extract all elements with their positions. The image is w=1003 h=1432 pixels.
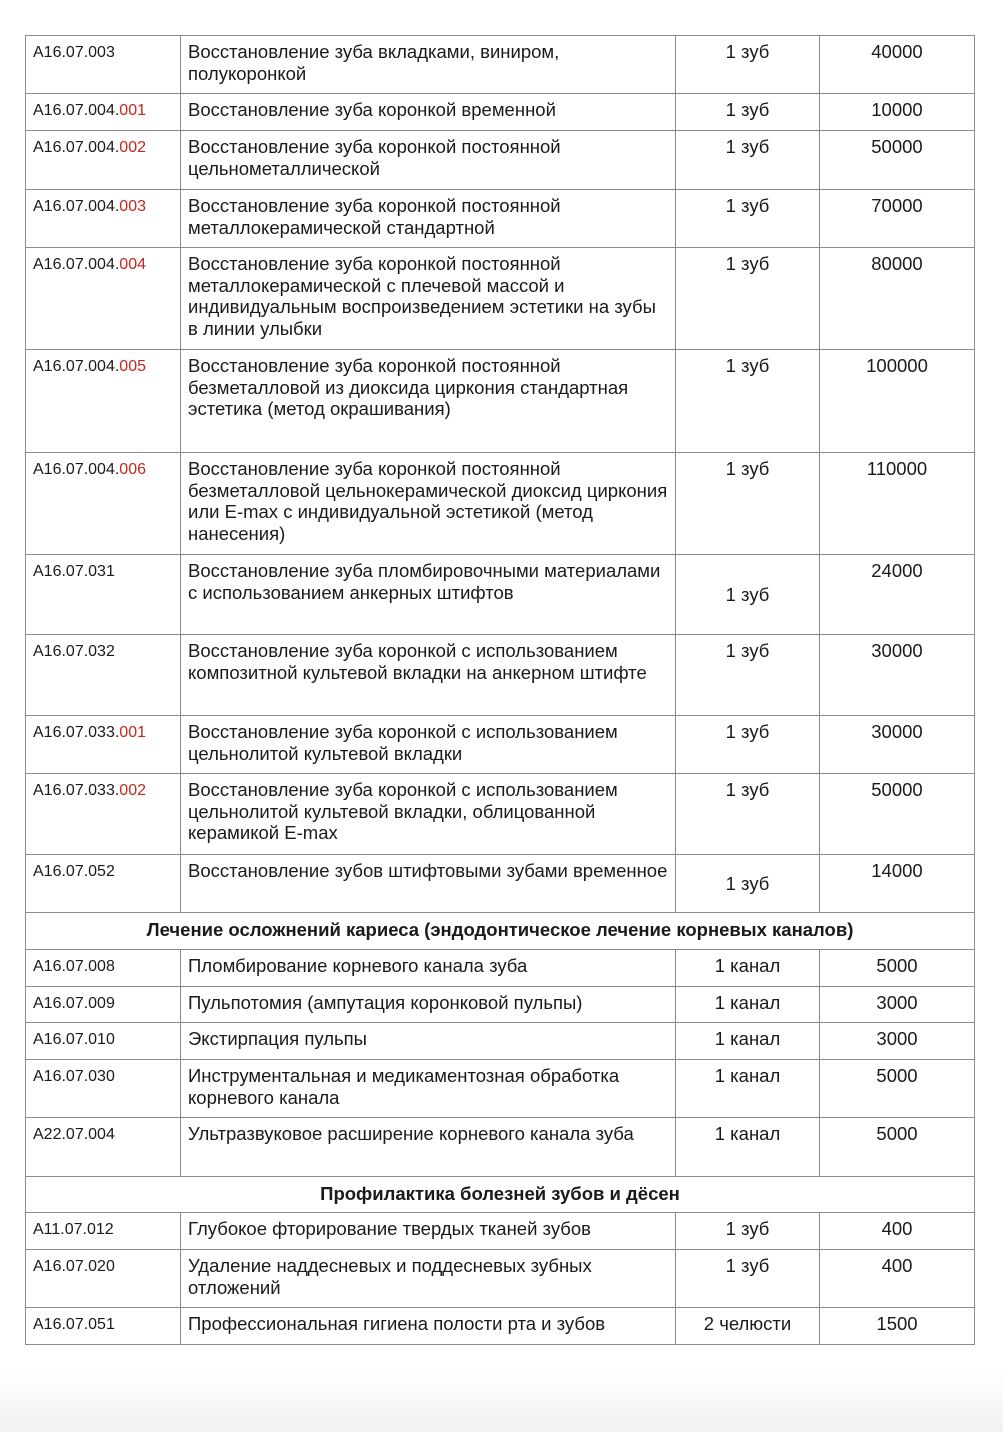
service-code: A16.07.004.	[33, 256, 120, 273]
service-unit: 1 зуб	[676, 350, 820, 453]
service-price: 80000	[820, 248, 975, 350]
service-code: A16.07.004.	[33, 102, 120, 119]
service-code-cell	[26, 716, 181, 774]
service-unit: 1 зуб	[676, 190, 820, 248]
service-code-cell	[26, 94, 181, 131]
service-code-suffix: 005	[119, 358, 146, 375]
service-code-cell	[26, 855, 181, 913]
service-code-cell	[26, 453, 181, 555]
service-price: 5000	[820, 950, 975, 987]
section-header-row	[26, 1177, 975, 1213]
section-header-row	[26, 913, 975, 950]
table-row	[26, 1213, 975, 1250]
service-price: 50000	[820, 774, 975, 855]
service-unit: 1 канал	[676, 1023, 820, 1060]
service-code: A22.07.004	[33, 1126, 115, 1143]
service-price: 14000	[820, 855, 975, 913]
service-code-cell	[26, 1023, 181, 1060]
service-price: 1500	[820, 1308, 975, 1345]
service-name: Инструментальная и медикаментозная обработка корневого канала	[181, 1060, 676, 1118]
service-price: 3000	[820, 1023, 975, 1060]
service-code-cell	[26, 1250, 181, 1308]
service-unit: 1 зуб	[676, 555, 820, 635]
table-row	[26, 774, 975, 855]
service-code-cell	[26, 248, 181, 350]
service-code-cell	[26, 555, 181, 635]
service-code: A16.07.051	[33, 1316, 115, 1333]
service-name: Экстирпация пульпы	[181, 1023, 676, 1060]
table-row	[26, 248, 975, 350]
table-row	[26, 635, 975, 716]
service-unit: 1 канал	[676, 1060, 820, 1118]
service-price: 110000	[820, 453, 975, 555]
service-price: 30000	[820, 635, 975, 716]
service-code: A16.07.004.	[33, 139, 120, 156]
service-code-cell	[26, 350, 181, 453]
service-name: Восстановление зуба коронкой постоянной металлокерамической стандартной	[181, 190, 676, 248]
service-code-cell	[26, 190, 181, 248]
price-list-table	[25, 35, 975, 1345]
service-unit: 1 зуб	[676, 1213, 820, 1250]
service-code: A16.07.052	[33, 863, 115, 880]
service-unit: 1 зуб	[676, 453, 820, 555]
service-unit: 1 зуб	[676, 716, 820, 774]
service-code: A16.07.004.	[33, 461, 120, 478]
service-unit: 1 зуб	[676, 1250, 820, 1308]
service-unit: 1 зуб	[676, 635, 820, 716]
service-name: Восстановление зуба коронкой постоянной цельнометаллической	[181, 131, 676, 190]
table-row	[26, 1023, 975, 1060]
service-code: A11.07.012	[33, 1221, 114, 1238]
table-row	[26, 453, 975, 555]
table-row	[26, 716, 975, 774]
service-code-suffix: 002	[119, 139, 146, 156]
service-unit: 1 зуб	[676, 774, 820, 855]
table-row	[26, 36, 975, 94]
service-code-suffix: 001	[119, 724, 146, 741]
table-row	[26, 1250, 975, 1308]
service-price: 5000	[820, 1118, 975, 1177]
service-code: A16.07.033.	[33, 724, 120, 741]
service-price: 50000	[820, 131, 975, 190]
service-price: 5000	[820, 1060, 975, 1118]
service-unit: 1 канал	[676, 950, 820, 987]
service-code: A16.07.031	[33, 563, 115, 580]
table-row	[26, 350, 975, 453]
table-row	[26, 1118, 975, 1177]
service-code-suffix: 004	[119, 256, 146, 273]
service-code-suffix: 006	[119, 461, 146, 478]
service-code: A16.07.004.	[33, 358, 120, 375]
service-code-cell	[26, 987, 181, 1023]
table-row	[26, 855, 975, 913]
service-code: A16.07.009	[33, 995, 115, 1012]
table-row	[26, 94, 975, 131]
service-unit: 2 челюсти	[676, 1308, 820, 1345]
service-code: A16.07.010	[33, 1031, 115, 1048]
service-code-suffix: 001	[119, 102, 146, 119]
service-unit: 1 зуб	[676, 94, 820, 131]
service-code-cell	[26, 1308, 181, 1345]
service-name: Восстановление зубов штифтовыми зубами временное	[181, 855, 676, 913]
service-code: A16.07.030	[33, 1068, 115, 1085]
service-price: 10000	[820, 94, 975, 131]
service-code: A16.07.003	[33, 44, 115, 61]
service-price: 30000	[820, 716, 975, 774]
table-row	[26, 190, 975, 248]
table-row	[26, 131, 975, 190]
service-unit: 1 канал	[676, 987, 820, 1023]
service-price: 40000	[820, 36, 975, 94]
service-code: A16.07.032	[33, 643, 115, 660]
service-name: Глубокое фторирование твердых тканей зубов	[181, 1213, 676, 1250]
service-code-suffix: 002	[119, 782, 146, 799]
service-name: Пульпотомия (ампутация коронковой пульпы)	[181, 987, 676, 1023]
service-unit: 1 зуб	[676, 248, 820, 350]
service-code: A16.07.004.	[33, 198, 120, 215]
service-unit: 1 зуб	[676, 131, 820, 190]
service-price: 400	[820, 1213, 975, 1250]
service-name: Восстановление зуба коронкой постоянной безметалловой из диоксида циркония стандартная эстетика (метод окрашивания)	[181, 350, 676, 453]
service-unit: 1 зуб	[676, 36, 820, 94]
service-name: Пломбирование корневого канала зуба	[181, 950, 676, 987]
service-name: Восстановление зуба пломбировочными материалами с использованием анкерных штифтов	[181, 555, 676, 635]
service-code: A16.07.020	[33, 1258, 115, 1275]
table-row	[26, 1060, 975, 1118]
table-row	[26, 555, 975, 635]
service-name: Восстановление зуба коронкой с использованием композитной культевой вкладки на анкерном штифте	[181, 635, 676, 716]
service-name: Профессиональная гигиена полости рта и зубов	[181, 1308, 676, 1345]
section-title: Профилактика болезней зубов и дёсен	[26, 1177, 975, 1213]
service-name: Ультразвуковое расширение корневого канала зуба	[181, 1118, 676, 1177]
service-code: A16.07.033.	[33, 782, 120, 799]
table-row	[26, 950, 975, 987]
service-name: Удаление наддесневых и поддесневых зубных отложений	[181, 1250, 676, 1308]
service-name: Восстановление зуба коронкой постоянной безметалловой цельнокерамической диоксид циркония или E-max с индивидуальной эстетикой (метод нанесения)	[181, 453, 676, 555]
table-row	[26, 987, 975, 1023]
price-list-body	[26, 36, 975, 1345]
service-price: 3000	[820, 987, 975, 1023]
service-price: 70000	[820, 190, 975, 248]
service-name: Восстановление зуба коронкой постоянной металлокерамической с плечевой массой и индивидуальным воспроизведением эстетики на зубы в линии улыбки	[181, 248, 676, 350]
service-code-cell	[26, 131, 181, 190]
service-name: Восстановление зуба коронкой временной	[181, 94, 676, 131]
service-code-cell	[26, 774, 181, 855]
service-code-cell	[26, 1060, 181, 1118]
section-title: Лечение осложнений кариеса (эндодонтическое лечение корневых каналов)	[26, 913, 975, 950]
table-row	[26, 1308, 975, 1345]
service-code-cell	[26, 1118, 181, 1177]
service-price: 100000	[820, 350, 975, 453]
service-name: Восстановление зуба вкладками, виниром, полукоронкой	[181, 36, 676, 94]
service-price: 24000	[820, 555, 975, 635]
page-bottom-shadow	[0, 1372, 1003, 1432]
service-unit: 1 канал	[676, 1118, 820, 1177]
service-code-cell	[26, 950, 181, 987]
service-name: Восстановление зуба коронкой с использованием цельнолитой культевой вкладки	[181, 716, 676, 774]
service-code-cell	[26, 635, 181, 716]
service-code-cell	[26, 36, 181, 94]
service-name: Восстановление зуба коронкой с использованием цельнолитой культевой вкладки, облицованной керамикой E-max	[181, 774, 676, 855]
service-price: 400	[820, 1250, 975, 1308]
service-code-cell	[26, 1213, 181, 1250]
service-unit: 1 зуб	[676, 855, 820, 913]
service-code-suffix: 003	[119, 198, 146, 215]
service-code: A16.07.008	[33, 958, 115, 975]
